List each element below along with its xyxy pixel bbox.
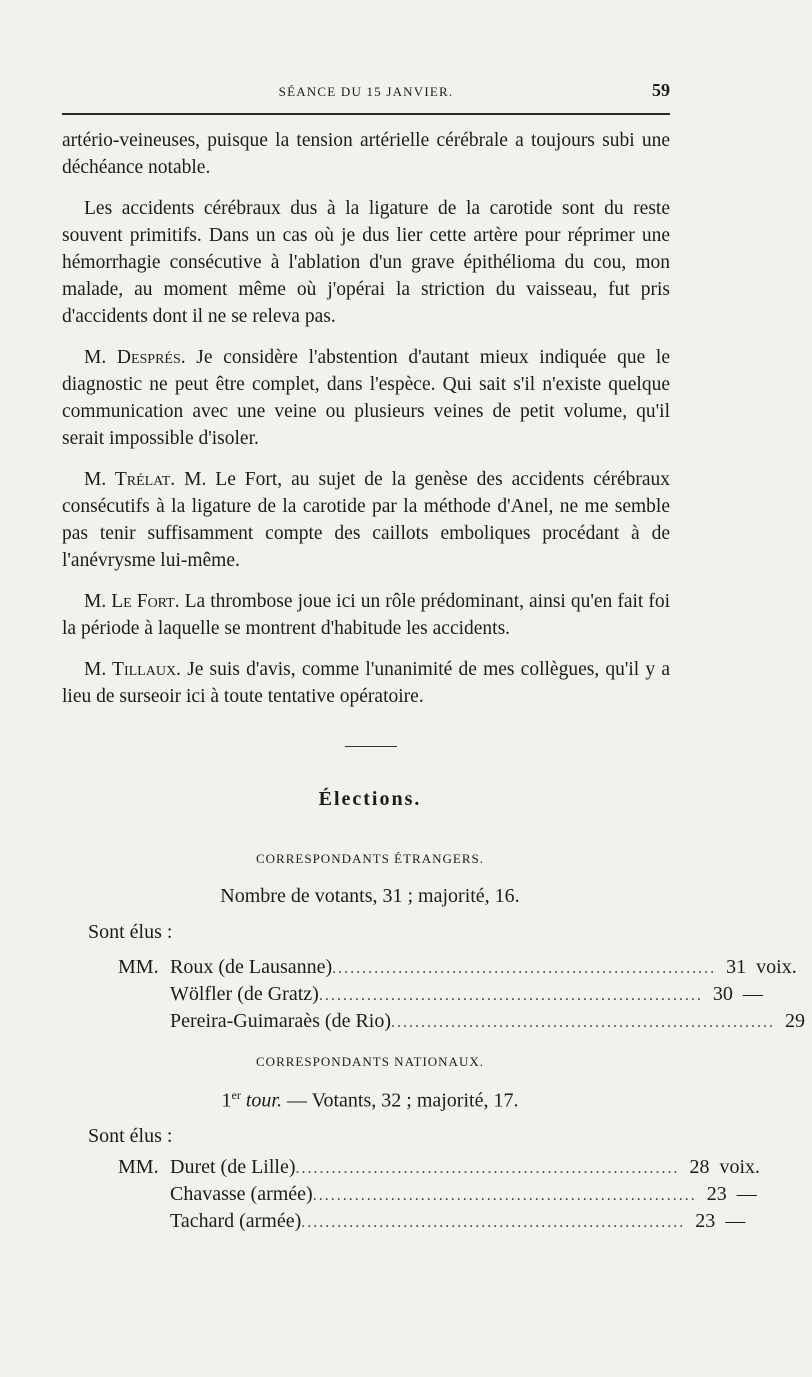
national-vote-text: — Votants, 32 ; majorité, 17. bbox=[281, 1089, 519, 1112]
list-item bbox=[118, 981, 763, 1008]
vote-unit: voix. bbox=[719, 1156, 761, 1178]
speaker-despres: M. Després. bbox=[84, 347, 186, 368]
national-elected-list bbox=[118, 1154, 761, 1235]
vote-unit: — bbox=[742, 983, 763, 1005]
body-text bbox=[62, 127, 670, 724]
list-item bbox=[118, 1208, 746, 1235]
candidate-name: Duret (de Lille) bbox=[170, 1156, 296, 1178]
list-item bbox=[118, 1008, 806, 1035]
round-number: 1 bbox=[221, 1089, 232, 1112]
national-elected-label: Sont élus : bbox=[88, 1125, 173, 1147]
elections-title: Élections. bbox=[318, 788, 422, 810]
mm-label: MM. bbox=[118, 956, 159, 978]
list-item bbox=[118, 1154, 761, 1181]
round-suffix: er bbox=[231, 1088, 241, 1102]
paragraph-continuation: artério-veineuses, puisque la tension artérielle cérébrale a toujours subi une déchéance notable. bbox=[62, 130, 670, 178]
paragraph-despres bbox=[62, 344, 670, 452]
vote-unit: — bbox=[736, 1183, 757, 1205]
vote-count: 29 bbox=[785, 1010, 806, 1032]
national-heading: CORRESPONDANTS NATIONAUX. bbox=[256, 1054, 484, 1069]
section-divider bbox=[345, 746, 397, 747]
dot-leader: ................................................................ bbox=[391, 1014, 776, 1031]
speaker-trelat: M. Trélat. bbox=[84, 469, 176, 490]
dot-leader: ................................................................ bbox=[318, 987, 703, 1004]
paragraph-trelat bbox=[62, 466, 670, 574]
header-rule bbox=[62, 113, 670, 115]
mm-label: MM. bbox=[118, 1156, 159, 1178]
vote-count: 23 bbox=[706, 1183, 727, 1205]
vote-count: 28 bbox=[689, 1156, 710, 1178]
speech-trelat: M. Le Fort, au sujet de la genèse des accidents cérébraux consécutifs à la ligature de la carotide par la méthode d'Anel, ne me semble pas tenir suffisamment compte des caillots emboliques procédant à de l'anévrysme lui-même. bbox=[62, 469, 670, 571]
vote-count: 23 bbox=[695, 1210, 716, 1232]
round-word: tour. bbox=[245, 1089, 282, 1112]
dot-leader: ................................................................ bbox=[295, 1160, 680, 1177]
candidate-name: Roux (de Lausanne) bbox=[170, 956, 333, 978]
candidate-name: Tachard (armée) bbox=[170, 1210, 302, 1232]
candidate-name: Pereira-Guimaraès (de Rio) bbox=[170, 1010, 392, 1032]
candidate-name: Chavasse (armée) bbox=[170, 1183, 313, 1205]
paragraph-le-fort bbox=[62, 588, 670, 642]
vote-count: 30 bbox=[712, 983, 733, 1005]
speech-despres: Je considère l'abstention d'autant mieux indiquée que le diagnostic ne peut être complet, dans l'espèce. Qui sait s'il n'existe quelque communication avec une veine ou plusieurs veines de petit volume, qu'il serait impossible d'isoler. bbox=[62, 347, 670, 449]
foreign-heading: CORRESPONDANTS ÉTRANGERS. bbox=[256, 851, 484, 866]
speaker-le-fort: M. Le Fort. bbox=[84, 591, 180, 612]
speech-le-fort: La thrombose joue ici un rôle prédominant, ainsi qu'en fait foi la période à laquelle se montrent d'habitude les accidents. bbox=[62, 591, 670, 639]
paragraph-tillaux bbox=[62, 656, 670, 710]
running-title: SÉANCE DU 15 JANVIER. bbox=[278, 84, 454, 99]
page-number: 59 bbox=[652, 80, 670, 100]
speech-tillaux: Je suis d'avis, comme l'unanimité de mes collègues, qu'il y a lieu de surseoir ici à toute tentative opératoire. bbox=[62, 659, 671, 707]
speaker-tillaux: M. Tillaux. bbox=[84, 659, 181, 680]
dot-leader: ................................................................ bbox=[332, 960, 717, 977]
foreign-elected-label: Sont élus : bbox=[88, 921, 173, 943]
foreign-elected-list bbox=[118, 954, 806, 1035]
vote-unit: voix. bbox=[756, 956, 797, 978]
foreign-vote-summary: Nombre de votants, 31 ; majorité, 16. bbox=[220, 885, 520, 907]
candidate-name: Wölfler (de Gratz) bbox=[170, 983, 319, 1005]
vote-unit: — bbox=[725, 1210, 746, 1232]
list-item bbox=[118, 954, 797, 981]
national-vote-summary bbox=[0, 1088, 740, 1113]
vote-count: 31 bbox=[726, 956, 747, 978]
paragraph-carotide: Les accidents cérébraux dus à la ligature de la carotide sont du reste souvent primitifs. Dans un cas où je dus lier cette artère pour réprimer une hémorrhagie consécutive à l'ablation d'un grave épithélioma du cou, mon malade, au moment même où j'opérai la striction du vaisseau, fut pris d'accidents dont il ne se releva pas. bbox=[62, 198, 670, 327]
dot-leader: ................................................................ bbox=[312, 1187, 697, 1204]
dot-leader: ................................................................ bbox=[301, 1214, 686, 1231]
list-item bbox=[118, 1181, 757, 1208]
running-header bbox=[62, 80, 670, 106]
